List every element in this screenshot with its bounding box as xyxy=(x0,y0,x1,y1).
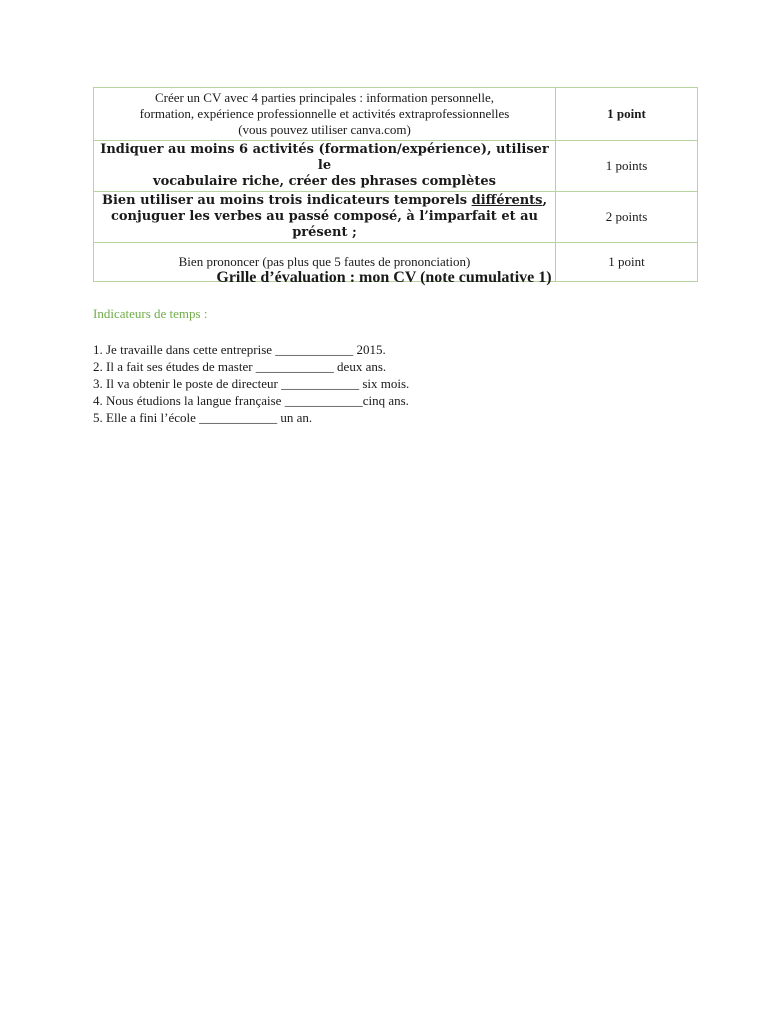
rubric-row xyxy=(94,141,698,192)
criterion-line: Créer un CV avec 4 parties principales : information personnelle, xyxy=(154,90,495,105)
criterion-line: Bien prononcer (pas plus que 5 fautes de prononciation) xyxy=(178,254,471,269)
criterion-line: formation, expérience professionnelle et activités extraprofessionnelles xyxy=(139,106,510,121)
underlined-word: différents xyxy=(471,193,543,208)
criterion-line: Bien utiliser au moins trois indicateurs temporels xyxy=(101,193,472,208)
criterion-line: présent ; xyxy=(292,225,357,240)
exercise-item: 4. Nous étudions la langue française ____________cinq ans. xyxy=(93,393,409,408)
criterion-line: Indiquer au moins 6 activités (formation/expérience), utiliser le xyxy=(100,142,549,173)
criterion-line: vocabulaire riche, créer des phrases complètes xyxy=(153,174,496,189)
criterion-line: , xyxy=(542,193,548,208)
criterion-line: conjuguer les verbes au passé composé, à l’imparfait et au xyxy=(110,209,539,224)
exercise-item: 5. Elle a fini l’école ____________ un an. xyxy=(93,410,313,425)
rubric-points-cell: 2 points xyxy=(556,192,698,243)
exercise-item: 3. Il va obtenir le poste de directeur ____________ six mois. xyxy=(93,376,410,391)
exercise-item: 1. Je travaille dans cette entreprise ____________ 2015. xyxy=(93,342,386,357)
exercise-item: 2. Il a fait ses études de master ____________ deux ans. xyxy=(93,359,387,374)
rubric-criterion-cell xyxy=(94,88,556,141)
time-indicators-heading: Indicateurs de temps : xyxy=(93,306,208,321)
rubric-row xyxy=(94,88,698,141)
exercise-list xyxy=(93,341,409,426)
rubric-caption: Grille d’évaluation : mon CV (note cumulative 1) xyxy=(216,269,552,286)
rubric-points-cell: 1 point xyxy=(556,88,698,141)
rubric-criterion-cell xyxy=(94,141,556,192)
rubric-criterion-cell xyxy=(94,192,556,243)
evaluation-rubric-table xyxy=(93,87,698,282)
rubric-points-cell: 1 point xyxy=(556,243,698,282)
rubric-points-cell: 1 points xyxy=(556,141,698,192)
criterion-line: (vous pouvez utiliser canva.com) xyxy=(238,122,411,137)
rubric-row xyxy=(94,192,698,243)
